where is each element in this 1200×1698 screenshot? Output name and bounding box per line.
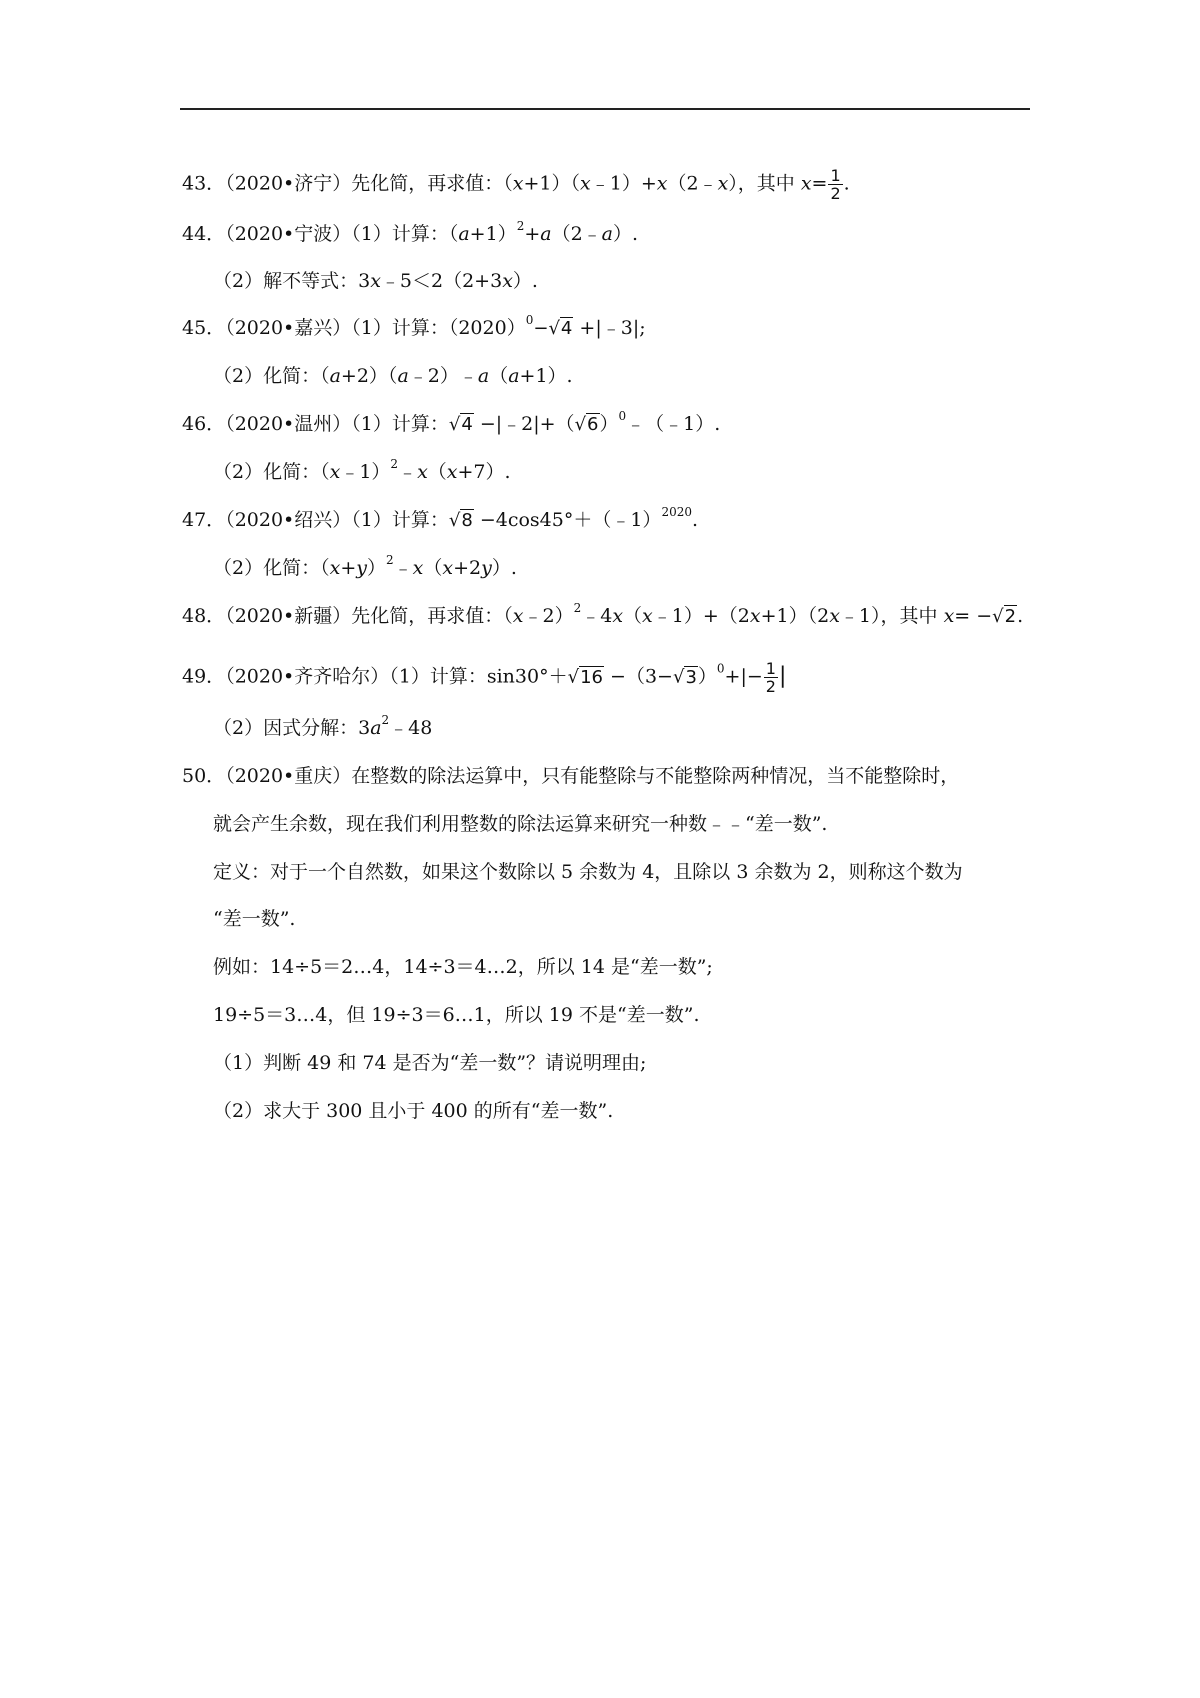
question-50-example2: 19÷5＝3…4，但 19÷3＝6…1，所以 19 不是“差一数”. xyxy=(213,1004,700,1026)
question-48: 48．（2020•新疆）先化简，再求值：（x﹣2）$^2$﹣4x（x﹣1）+（2x+1）（2x﹣1），其中 x= −√2. xyxy=(182,601,1024,627)
question-43: 43．（2020•济宁）先化简，再求值：（x+1）（x﹣1）+x（2﹣x），其中 x= $\frac{1}{2}$ . xyxy=(182,166,850,203)
question-49-part2: （2）因式分解：$3a^2﹣48$ xyxy=(213,713,433,739)
question-50-line2: 就会产生余数，现在我们利用整数的除法运算来研究一种数﹣﹣“差一数”. xyxy=(213,813,828,835)
question-50-definition: 定义：对于一个自然数，如果这个数除以 5 余数为 4，且除以 3 余数为 2，则称这个数为 xyxy=(213,861,963,883)
question-50-part2: （2）求大于 300 且小于 400 的所有“差一数”. xyxy=(213,1100,614,1122)
question-50-line1: 50．（2020•重庆）在整数的除法运算中，只有能整除与不能整除两种情况，当不能整除时， xyxy=(182,765,960,787)
question-46-part1: 46．（2020•温州）（1）计算：$√4 -|﹣2|+(√6)^0﹣(﹣1)$. xyxy=(182,409,721,435)
question-44-part1: 44．（2020•宁波）（1）计算：$(a+1)^2+a(2﹣a)$. xyxy=(182,219,639,245)
question-47-part2: （2）化简：$(x+y)^2﹣x(x+2y)$. xyxy=(213,553,517,579)
question-47-part1: 47．（2020•绍兴）（1）计算：√8 −4cos45°＋（﹣1）$^{2020}$. xyxy=(182,505,699,531)
header-rule xyxy=(180,108,1030,110)
question-45-part2: （2）化简：（a+2）（a﹣2）﹣a（a+1）. xyxy=(213,365,573,387)
question-44-part2: （2）解不等式：3x﹣5＜2（2+3x）. xyxy=(213,270,538,292)
question-50-example1: 例如：14÷5＝2…4，14÷3＝4…2，所以 14 是“差一数”; xyxy=(213,956,713,978)
question-50-definition-cont: “差一数”. xyxy=(213,908,296,930)
question-49-part1: 49．（2020•齐齐哈尔）（1）计算：$\sin 30^\circ+√16 -(3-√3)^0+|-$ $\frac{1}{2}$ | xyxy=(182,659,787,696)
fraction-one-half: $\frac{1}{2}$ xyxy=(765,659,776,696)
fraction-one-half: $\frac{1}{2}$ xyxy=(830,166,841,203)
question-45-part1: 45．（2020•嘉兴）（1）计算：$(2020)^0-√4$ +|﹣3|; xyxy=(182,313,646,339)
question-46-part2: （2）化简：（x﹣1）$^2$﹣x（x+7）. xyxy=(213,457,511,483)
question-50-part1: （1）判断 49 和 74 是否为“差一数”？请说明理由; xyxy=(213,1052,647,1074)
